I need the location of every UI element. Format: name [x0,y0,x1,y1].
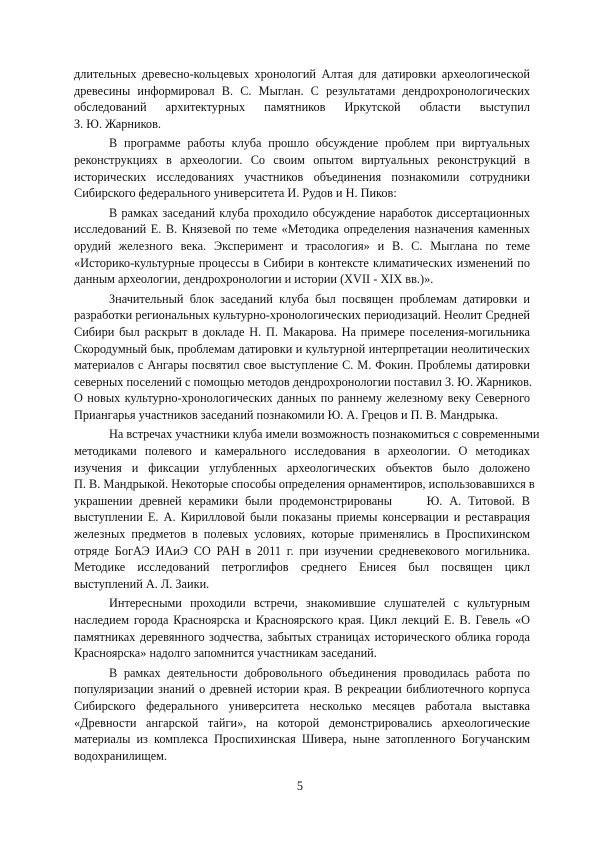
text-line: Сибири был раскрыт в докладе Н. П. Макарова. На примере поселения-могильника [74,324,530,339]
paragraph-methods [74,426,540,592]
text-line: «Древности ангарской тайги», на которой демонстрировались археологические [74,715,530,730]
paragraph-popularization [74,665,530,765]
text-line: Значительный блок заседаний клуба был посвящен проблемам датировки и [109,291,530,306]
text-line: Скородумный бык, проблемам датировки и культурной интерпретации неолитических [74,341,530,356]
text-line: украшении древней керамики были продемонстрированы Ю. А. Титовой. В [74,493,530,508]
text-line: исследований Е. В. Князевой по теме «Методика определения назначения каменных [74,222,530,237]
text-line: В рамках заседаний клуба проходило обсуждение наработок диссертационных [109,205,530,220]
text-line: наследием города Красноярска и Красноярского края. Цикл лекций Е. В. Гевель «О [74,613,530,627]
page-number: 5 [296,779,304,793]
text-line: «Историко-культурные процессы в Сибири в контексте климатических изменений по [74,255,530,270]
text-line: Сибирского федерального университета несколько месяцев работала выставка [74,698,530,713]
text-line: Красноярска» надолго запомнится участникам заседаний. [74,646,377,661]
text-line: методиками полевого и камерального исследования в археологии. О методиках [74,444,530,459]
text-line: Интересными проходили встречи, знакомившие слушателей с культурным [109,596,530,611]
text-line: отряде БогАЭ ИАиЭ СО РАН в 2011 г. при изучении средневекового могильника. [74,543,530,558]
paragraph-dissertations [74,205,530,288]
text-line: железных предметов в полевых условиях, которые применялись в Проспихинском [74,527,530,542]
text-line: орудий железного века. Эксперимент и трасология» и В. С. Мыглана по теме [74,238,530,253]
text-line: древесины информировал В. С. Мыглан. С результатами дендрохронологических [74,83,530,98]
text-line: На встречах участники клуба имели возможность познакомиться с современными [109,427,540,442]
text-line: Методике исследований петроглифов среднего Енисея был посвящен цикл [74,560,530,575]
text-line: В программе работы клуба прошло обсуждение проблем при виртуальных [109,136,530,151]
document-body [74,66,540,767]
text-line: памятниках деревянного зодчества, забытых страницах исторического облика города [74,629,530,644]
text-line: обследований архитектурных памятников Иркутской области выступил [74,100,530,115]
text-line: реконструкциях в археологии. Со своим опытом виртуальных реконструкций в [74,152,530,167]
text-line: выступлений А. Л. Заики. [74,576,210,591]
text-line: данным археологии, дендрохронологии и истории (XVII - XIX вв.)». [74,272,434,287]
text-line: исторических исследованиях участников объединения познакомили сотрудники [74,169,530,184]
paragraph-cultural-heritage [74,595,530,661]
paragraph-virtual-reconstructions [74,135,530,201]
text-line: длительных древесно-кольцевых хронологий Алтая для датировки археологической [74,67,530,81]
text-line: северных поселений с помощью методов дендрохронологии поставил З. Ю. Жарников. [74,374,532,389]
text-line: Приангарья участников заседаний познакомили Ю. А. Грецов и П. В. Мандрыка. [74,407,498,422]
text-line: разработки региональных культурно-хронологических периодизаций. Неолит Средней [74,308,530,323]
paragraph-continuation [74,66,530,132]
text-line: В рамках деятельности добровольного объединения проводилась работа по [109,665,530,680]
text-line: выступлении Е. А. Кирилловой были показаны приемы консервации и реставрация [74,510,530,525]
paragraph-dating-problems [74,291,530,424]
text-line: П. В. Мандрыкой. Некоторые способы определения орнаментиров, использовавшихся в [74,477,535,492]
text-line: З. Ю. Жарников. [74,116,161,131]
text-line: водохранилищем. [74,748,168,763]
text-line: материалов с Ангары посвятил свое выступление С. М. Фокин. Проблемы датировки [74,358,530,373]
text-line: изучения и фиксации углубленных археологических объектов было доложено [74,460,530,475]
text-line: Сибирского федерального университета И. Рудов и Н. Пиков: [74,186,397,201]
text-line: популяризации знаний о древней истории края. В рекреации библиотечного корпуса [74,682,530,697]
text-line: О новых культурно-хронологических данных по раннему железному веку Северного [74,391,530,406]
text-line: материалы из комплекса Проспихинская Шивера, ныне затопленного Богучанским [74,732,530,747]
